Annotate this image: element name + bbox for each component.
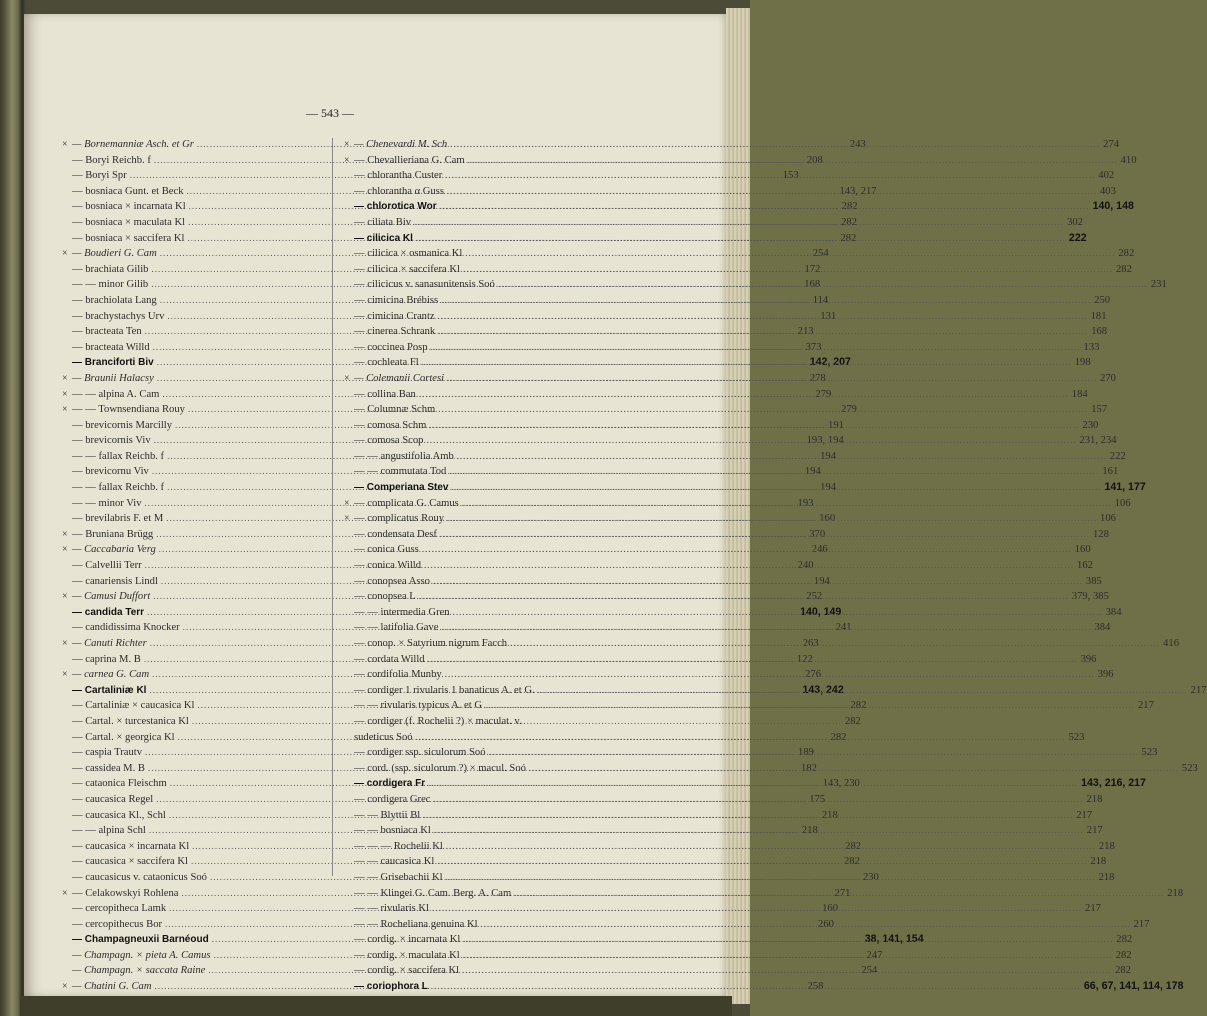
- entry-pages: 217: [1190, 684, 1207, 696]
- entry-pages: 193, 194: [806, 435, 844, 447]
- entry-pages: 523: [1141, 747, 1158, 759]
- entry-pages: 189: [798, 747, 814, 759]
- entry-name: — Cartaliniæ × caucasica Kl: [72, 700, 195, 712]
- entry-pages: 416: [1163, 638, 1179, 649]
- entry-pages: 191: [828, 419, 844, 431]
- entry-pages: 153: [782, 170, 799, 182]
- hybrid-mark: ×: [62, 388, 68, 400]
- entry-name: — Caccabaria Verg: [72, 544, 156, 556]
- entry-name: — caucasica × saccifera Kl: [72, 856, 188, 868]
- entry-name: — conica Guss: [354, 544, 419, 556]
- hybrid-mark: ×: [344, 154, 350, 166]
- entry-name: — brachystachys Urv: [72, 310, 165, 322]
- entry-pages: 385: [1085, 575, 1102, 587]
- entry-name: — — minor Viv: [72, 497, 142, 509]
- entry-pages: 254: [812, 248, 829, 260]
- leader-dots: [416, 730, 1066, 746]
- entry-pages: 282: [1115, 263, 1132, 275]
- entry-name: — Colemanii Cortesi: [354, 372, 445, 384]
- entry-pages: 66, 67, 141, 114, 178: [1083, 980, 1184, 993]
- entry-name: — — Klingei G. Cam. Berg. A. Cam: [354, 887, 512, 899]
- entry-pages: 218: [1098, 840, 1115, 852]
- entry-pages: 218: [801, 825, 818, 837]
- entry-name: — bosniaca × incarnata Kl: [72, 201, 186, 213]
- entry-name: — cochleata Fl: [354, 357, 419, 369]
- entry-pages: 172: [804, 263, 821, 275]
- entry-name: — Boudieri G. Cam: [72, 248, 157, 260]
- entry-pages: 193: [797, 497, 814, 509]
- leader-dots: [468, 153, 1118, 169]
- leader-dots: [440, 199, 1090, 215]
- leader-dots: [446, 839, 1096, 855]
- entry-pages: 38, 141, 154: [864, 933, 924, 946]
- book-bottom: [20, 996, 732, 1016]
- entry-pages: 274: [1103, 139, 1120, 150]
- entry-name: — collina Ban: [354, 388, 416, 400]
- leader-dots: [514, 886, 1164, 902]
- leader-dots: [431, 979, 1081, 995]
- entry-pages: 282: [845, 840, 862, 852]
- leader-dots: [438, 309, 1088, 325]
- hybrid-mark: ×: [344, 372, 350, 384]
- entry-pages: 133: [1083, 341, 1100, 353]
- entry-pages: 160: [819, 513, 836, 525]
- page-number: — 543 —: [306, 106, 354, 120]
- entry-name: — — — Rochelii Kl: [354, 840, 443, 852]
- leader-dots: [426, 433, 1076, 449]
- entry-name: — canariensis Lindl: [72, 575, 158, 587]
- leader-dots: [463, 932, 1113, 948]
- entry-name: — cordig. × maculata Kl: [354, 949, 460, 961]
- entry-name: — — rivularis typicus A. et G: [354, 700, 482, 712]
- entry-name: — cord. (ssp. siculorum ?) × macul. Soó: [354, 762, 526, 774]
- entry-name: — Chatini G. Cam: [72, 981, 152, 993]
- hybrid-mark: ×: [344, 497, 350, 509]
- entry-pages: 194: [813, 575, 830, 587]
- entry-name: — caucasica Regel: [72, 793, 154, 805]
- leader-dots: [485, 698, 1135, 714]
- entry-pages: 240: [797, 560, 814, 572]
- entry-name: — chlorantha α Guss: [354, 185, 444, 197]
- entry-name: — — alpina Schl: [72, 825, 146, 837]
- entry-name: — complicata G. Camus: [354, 497, 459, 509]
- leader-dots: [419, 387, 1069, 403]
- leader-dots: [463, 262, 1113, 278]
- leader-dots: [463, 948, 1113, 964]
- entry-pages: 278: [809, 372, 826, 384]
- entry-pages: 243: [849, 139, 866, 150]
- entry-pages: 270: [1100, 372, 1116, 384]
- entry-pages: 141, 177: [1104, 481, 1146, 494]
- entry-name: — — fallax Reichb. f: [72, 450, 165, 462]
- entry-name: — Celakowskyi Rohlena: [72, 887, 179, 899]
- leader-dots: [440, 527, 1090, 543]
- leader-dots: [449, 464, 1099, 480]
- entry-name: — Branciforti Biv: [72, 357, 154, 369]
- entry-pages: 128: [1092, 528, 1109, 540]
- entry-pages: 218: [821, 809, 838, 821]
- entry-name: — Camusi Duffort: [72, 591, 151, 603]
- entry-pages: 282: [1115, 949, 1132, 961]
- entry-pages: 247: [866, 949, 883, 961]
- hybrid-mark: ×: [62, 248, 68, 260]
- entry-name: — cercopithecus Bor: [72, 918, 163, 930]
- entry-pages: 254: [861, 965, 878, 977]
- leader-dots: [434, 823, 1084, 839]
- leader-dots: [414, 215, 1064, 231]
- leader-dots: [447, 371, 1097, 387]
- leader-dots: [441, 293, 1091, 309]
- entry-name: — brevicornis Marcilly: [72, 419, 173, 431]
- entry-pages: 282: [841, 201, 858, 213]
- entry-pages: 217: [1076, 809, 1093, 821]
- entry-pages: 396: [1080, 653, 1097, 665]
- leader-dots: [498, 277, 1148, 293]
- entry-name: — cordig. × incarnata Kl: [354, 934, 461, 946]
- leader-dots: [438, 402, 1088, 418]
- leader-dots: [453, 605, 1103, 621]
- entry-name: — candida Terr: [72, 606, 145, 618]
- entry-pages: 241: [835, 622, 852, 634]
- leader-dots: [438, 324, 1088, 340]
- entry-pages: 106: [1100, 513, 1116, 525]
- entry-pages: 282: [1116, 934, 1133, 946]
- entry-name: — — caucasica Kl: [354, 856, 435, 868]
- entry-pages: 217: [1133, 918, 1150, 930]
- leader-dots: [445, 667, 1095, 683]
- leader-dots: [457, 449, 1107, 465]
- leader-dots: [447, 511, 1097, 527]
- entry-pages: 260: [818, 918, 834, 930]
- entry-name: — — intermedia Gren: [354, 606, 450, 618]
- leader-dots: [441, 620, 1091, 636]
- entry-name: — caucasicus v. cataonicus Soó: [72, 871, 207, 883]
- entry-name: — comosa Schm: [354, 419, 427, 431]
- entry-name: — brachiolata Lang: [72, 294, 157, 306]
- column-divider: [332, 138, 333, 876]
- entry-pages: 143, 217: [839, 185, 877, 197]
- entry-name: — cilicica × osmanica Kl: [354, 248, 463, 260]
- entry-pages: 384: [1094, 622, 1111, 634]
- entry-name: — — Blyttii Bl: [354, 809, 421, 821]
- entry-name: — — bosniaca Kl: [354, 825, 431, 837]
- entry-pages: 181: [1090, 310, 1107, 322]
- entry-pages: 279: [815, 388, 832, 400]
- entry-name: — conop. × Satyrium nigrum Facch: [354, 638, 508, 649]
- entry-name: — bracteata Willd: [72, 341, 150, 353]
- leader-dots: [437, 854, 1087, 870]
- entry-name: — cordigera Fr: [354, 778, 426, 790]
- entry-name: — — alpina A. Cam: [72, 388, 160, 400]
- leader-dots: [433, 792, 1083, 808]
- entry-name: — Champagneuxii Barnéoud: [72, 934, 209, 946]
- entry-pages: 194: [820, 482, 836, 494]
- entry-name: — cercopitheca Lamk: [72, 903, 167, 915]
- entry-name: — conopsea Asso: [354, 575, 430, 587]
- entry-name: — — commutata Tod: [354, 466, 447, 478]
- hybrid-mark: ×: [62, 591, 68, 603]
- leader-dots: [465, 246, 1115, 262]
- entry-name: — Cartaliniæ Kl: [72, 684, 147, 696]
- entry-name: — bracteata Ten: [72, 326, 142, 338]
- entry-name: — cilicica Kl: [354, 232, 413, 244]
- entry-pages: 282: [841, 216, 857, 228]
- leader-dots: [422, 355, 1072, 371]
- entry-pages: 160: [1074, 544, 1091, 556]
- entry-pages: 217: [1086, 825, 1103, 837]
- entry-name: — Chevallieriana G. Cam: [354, 154, 465, 166]
- entry-pages: 106: [1114, 497, 1131, 509]
- entry-name: — — Grisebachii Kl: [354, 871, 443, 883]
- entry-name: — cassidea M. B: [72, 762, 145, 774]
- leader-dots: [431, 340, 1081, 356]
- entry-pages: 184: [1071, 388, 1088, 400]
- entry-name: — Canuti Richter: [72, 638, 147, 649]
- leader-dots: [424, 558, 1074, 574]
- entry-pages: 140, 148: [1092, 200, 1134, 213]
- entry-name: — Champagn. × saccata Raine: [72, 965, 206, 977]
- entry-pages: 282: [850, 700, 867, 712]
- entry-name: — chlorantha Custer: [354, 170, 443, 182]
- entry-name: — — angustifolia Amb: [354, 450, 454, 462]
- leader-dots: [489, 745, 1139, 761]
- entry-name: — carnea G. Cam: [72, 669, 150, 681]
- entry-name: — cilicica × saccifera Kl: [354, 263, 460, 275]
- entry-name: — complicatus Rouy: [354, 513, 445, 525]
- entry-pages: 218: [1098, 871, 1115, 883]
- hybrid-mark: ×: [62, 528, 68, 540]
- entry-pages: 276: [805, 669, 821, 681]
- entry-pages: 140, 149: [800, 605, 842, 618]
- index-entry: [344, 714, 612, 730]
- entry-name: — caucasica Kl., Schl: [72, 809, 166, 821]
- entry-pages: 131: [820, 310, 837, 322]
- entry-pages: 217: [1085, 903, 1101, 915]
- entry-pages: 157: [1091, 404, 1108, 416]
- entry-pages: 222: [1068, 231, 1087, 244]
- entry-name: — brevicornis Viv: [72, 435, 151, 447]
- entry-name: — conopsea L: [354, 591, 416, 603]
- leader-dots: [432, 901, 1082, 917]
- leader-dots: [538, 683, 1188, 699]
- leader-dots: [445, 168, 1095, 184]
- hybrid-mark: ×: [62, 887, 68, 899]
- entry-pages: 168: [1091, 326, 1108, 338]
- entry-name: — cordig. × saccifera Kl: [354, 965, 460, 977]
- entry-pages: 218: [1090, 856, 1107, 868]
- entry-pages: 160: [822, 903, 839, 915]
- hybrid-mark: ×: [62, 139, 68, 150]
- entry-name: — caspia Trautv: [72, 747, 143, 759]
- entry-name: — cordiger 1 rivularis 1 banaticus A. et G.: [354, 684, 535, 696]
- leader-dots: [419, 589, 1069, 605]
- entry-name: — Calvellii Terr: [72, 560, 142, 572]
- leader-dots: [423, 808, 1073, 824]
- entry-pages: 217: [1138, 700, 1154, 712]
- entry-name: — coccinea Posp: [354, 341, 428, 353]
- entry-name: — ciliata Biv: [354, 216, 412, 228]
- entry-pages: 410: [1120, 154, 1137, 166]
- entry-pages: 122: [796, 653, 813, 665]
- entry-pages: 198: [1074, 357, 1091, 369]
- leader-dots: [428, 776, 1078, 792]
- entry-pages: 114: [812, 294, 829, 306]
- entry-pages: 143, 230: [822, 778, 860, 790]
- entry-pages: 282: [830, 731, 847, 743]
- entry-name: — Bruniana Brügg: [72, 528, 154, 540]
- hybrid-mark: ×: [344, 513, 350, 525]
- entry-name: — Boryi Reichb. f: [72, 154, 151, 166]
- entry-name: — caucasica × incarnata Kl: [72, 840, 190, 852]
- entry-name: sudeticus Soó: [354, 731, 413, 743]
- entry-name: — brachiata Gilib: [72, 263, 149, 275]
- entry-pages: 370: [809, 528, 826, 540]
- entry-pages: 379, 385: [1071, 591, 1109, 603]
- entry-pages: 252: [806, 591, 823, 603]
- entry-pages: 263: [802, 638, 819, 649]
- entry-pages: 142, 207: [809, 356, 851, 369]
- entry-name: — — rivularis Kl: [354, 903, 430, 915]
- entry-pages: 143, 242: [802, 683, 844, 696]
- entry-name: — cilicicus v. sanasunitensis Soó: [354, 279, 495, 291]
- entry-pages: 282: [843, 856, 860, 868]
- entry-pages: 194: [804, 466, 821, 478]
- entry-name: — cordiger (f. Rochelii ?) × maculat. v.: [354, 715, 522, 727]
- hybrid-mark: ×: [62, 404, 68, 416]
- entry-pages: 231: [1150, 279, 1167, 291]
- entry-name: — cimicina Brébiss: [354, 294, 439, 306]
- entry-name: — Boryi Spr: [72, 170, 127, 182]
- entry-pages: 402: [1098, 170, 1115, 182]
- entry-name: — Cartal. × turcestanica Kl: [72, 715, 189, 727]
- leader-dots: [429, 418, 1079, 434]
- entry-name: — candidissima Knocker: [72, 622, 180, 634]
- leader-dots: [529, 761, 1179, 777]
- entry-name: — comosa Scop: [354, 435, 424, 447]
- entry-pages: 162: [1077, 560, 1093, 572]
- entry-pages: 230: [1082, 419, 1099, 431]
- entry-name: — Champagn. × pieta A. Camus: [72, 949, 211, 961]
- entry-name: — Columnæ Schm: [354, 404, 436, 416]
- entry-name: — bosniaca Gunt. et Beck: [72, 185, 184, 197]
- entry-pages: 523: [1181, 762, 1198, 774]
- entry-pages: 143, 216, 217: [1081, 777, 1146, 790]
- entry-pages: 218: [1086, 793, 1103, 805]
- entry-pages: 161: [1102, 466, 1119, 478]
- entry-pages: 282: [844, 715, 861, 727]
- entry-pages: 231, 234: [1079, 435, 1117, 447]
- entry-name: — cataonica Fleischm: [72, 778, 167, 790]
- leader-dots: [433, 574, 1083, 590]
- hybrid-mark: ×: [62, 544, 68, 556]
- leader-dots: [446, 870, 1096, 886]
- entry-name: — cordigera Grec: [354, 793, 431, 805]
- entry-pages: 230: [862, 871, 879, 883]
- entry-name: — — fallax Reichb. f: [72, 482, 165, 494]
- entry-pages: 282: [840, 232, 857, 244]
- leader-dots: [510, 636, 1160, 652]
- hybrid-mark: ×: [62, 638, 68, 649]
- entry-pages: 258: [807, 981, 824, 993]
- leader-dots: [450, 137, 1100, 153]
- entry-name: — cimicina Crantz: [354, 310, 435, 322]
- entry-name: — brevilabris F. et M: [72, 513, 164, 525]
- entry-name: — Braunii Halacsy: [72, 372, 154, 384]
- entry-name: — chlorotica Wor: [354, 201, 437, 213]
- hybrid-mark: ×: [62, 372, 68, 384]
- entry-pages: 222: [1109, 450, 1126, 462]
- entry-name: — cinerea Schrank: [354, 326, 436, 338]
- leader-dots: [481, 917, 1131, 933]
- entry-name: — bosniaca × maculata Kl: [72, 216, 186, 228]
- leader-dots: [447, 184, 1097, 200]
- entry-pages: 168: [804, 279, 821, 291]
- entry-pages: 523: [1068, 731, 1085, 743]
- entry-pages: 194: [820, 450, 836, 462]
- entry-pages: 271: [834, 887, 851, 899]
- entry-name: — cordiger ssp. siculorum Soó: [354, 747, 486, 759]
- entry-pages: 246: [811, 544, 828, 556]
- entry-pages: 182: [800, 762, 817, 774]
- entry-pages: 403: [1100, 185, 1116, 197]
- hybrid-mark: ×: [62, 669, 68, 681]
- entry-pages: 218: [1167, 887, 1184, 899]
- entry-name: — Cartal. × georgica Kl: [72, 731, 175, 743]
- leader-dots: [428, 652, 1078, 668]
- entry-pages: 396: [1097, 669, 1114, 681]
- hybrid-mark: ×: [62, 981, 68, 993]
- entry-pages: 384: [1105, 606, 1122, 618]
- entry-pages: 302: [1067, 216, 1083, 228]
- entry-pages: 250: [1094, 294, 1111, 306]
- leader-dots: [462, 963, 1112, 979]
- leader-dots: [422, 542, 1072, 558]
- entry-name: — — Rocheliana genuina Kl: [354, 918, 478, 930]
- entry-name: — conica Willd: [354, 560, 422, 572]
- entry-name: — cordifolia Munby: [354, 669, 442, 681]
- entry-name: — bosniaca × saccifera Kl: [72, 232, 185, 244]
- entry-pages: 213: [797, 326, 814, 338]
- entry-name: — cordata Willd: [354, 653, 425, 665]
- entry-pages: 208: [806, 154, 823, 166]
- leader-dots: [451, 480, 1101, 496]
- leader-dots: [462, 496, 1112, 512]
- leader-dots: [416, 231, 1066, 247]
- entry-pages: 282: [1115, 965, 1131, 977]
- entry-pages: 279: [840, 404, 857, 416]
- entry-name: — brevicornu Viv: [72, 466, 149, 478]
- entry-name: — — minor Gilib: [72, 279, 149, 291]
- entry-name: — Chenevardi M. Sch: [354, 139, 448, 150]
- entry-name: — — Townsendiana Rouy: [72, 404, 185, 416]
- entry-pages: 282: [1118, 248, 1135, 260]
- entry-pages: 373: [805, 341, 822, 353]
- entry-pages: 175: [809, 793, 826, 805]
- entry-name: — coriophora L: [354, 981, 428, 993]
- entry-name: — Comperiana Stev: [354, 482, 449, 494]
- entry-name: — Bornemanniæ Asch. et Gr: [72, 139, 194, 150]
- entry-name: — — latifolia Gave: [354, 622, 439, 634]
- entry-name: — condensata Desf: [354, 528, 437, 540]
- entry-name: — caprina M. B: [72, 653, 141, 665]
- hybrid-mark: ×: [344, 139, 350, 150]
